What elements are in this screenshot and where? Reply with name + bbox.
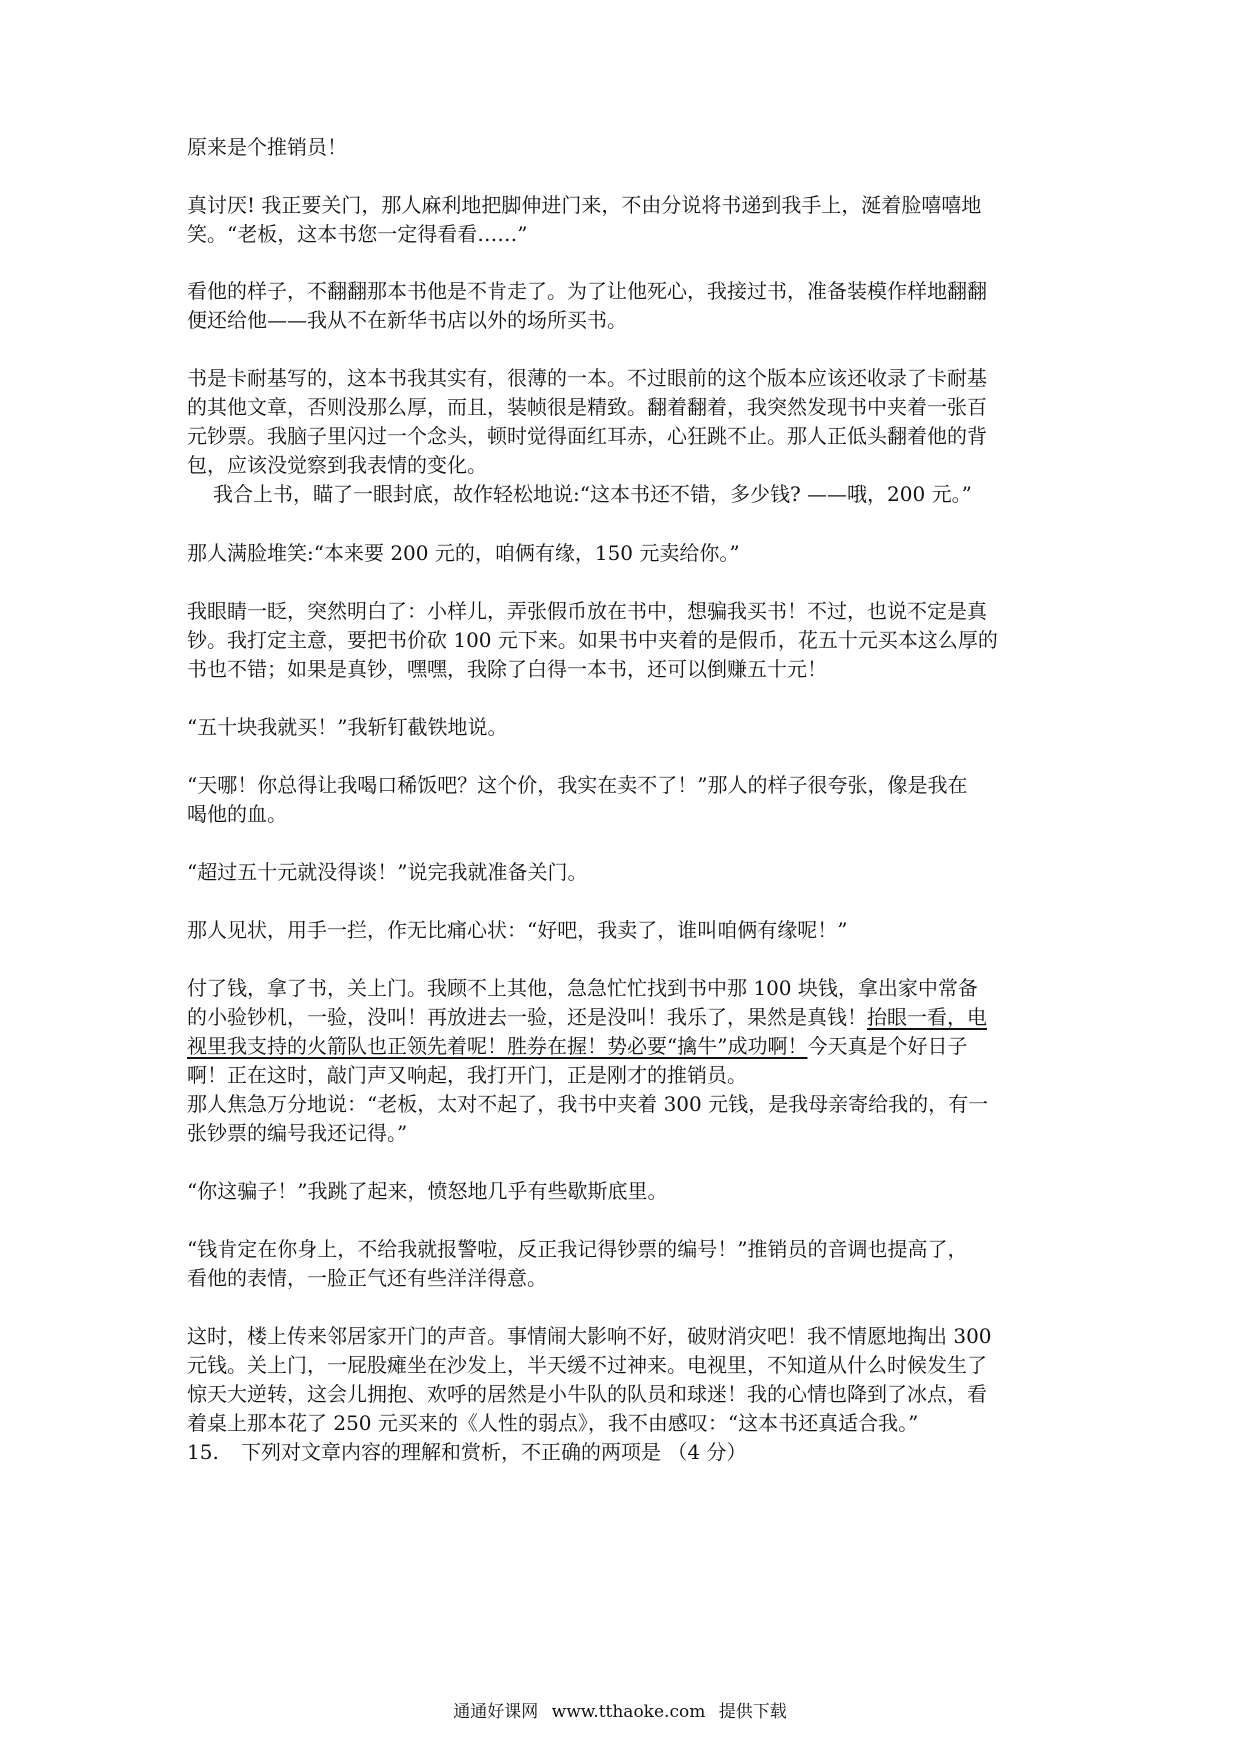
text-line: 那人满脸堆笑:“本来要 200 元的，咱俩有缘，150 元卖给你。” <box>187 541 740 565</box>
question-text: 下列对文章内容的理解和赏析，不正确的两项是 （4 分） <box>241 1440 747 1464</box>
text-line: 的其他文章，否则没那么厚，而且，装帧很是精致。翻着翻着，我突然发现书中夹着一张百 <box>187 395 987 419</box>
text-line: 钞。我打定主意，要把书价砍 100 元下来。如果书中夹着的是假币，花五十元买本这么厚的 <box>187 628 998 652</box>
text-line: 书也不错；如果是真钞，嘿嘿，我除了白得一本书，还可以倒赚五十元！ <box>187 657 827 681</box>
paragraph-15 <box>187 1235 1057 1293</box>
text-line: 书是卡耐基写的，这本书我其实有，很薄的一本。不过眼前的这个版本应该还收录了卡耐基 <box>187 366 987 390</box>
paragraph-8 <box>187 713 1057 742</box>
text-line: 付了钱，拿了书，关上门。我顾不上其他，急急忙忙找到书中那 100 块钱，拿出家中常备 <box>187 976 978 1000</box>
paragraph-3 <box>187 277 1057 335</box>
text-line: “你这骗子！”我跳了起来，愤怒地几乎有些歇斯底里。 <box>187 1179 668 1203</box>
text-line: 我眼睛一眨，突然明白了：小样儿，弄张假币放在书中，想骗我买书！不过，也说不定是真 <box>187 599 987 623</box>
page-footer <box>0 1701 1240 1723</box>
paragraph-14 <box>187 1177 1057 1206</box>
text-line: “五十块我就买！”我斩钉截铁地说。 <box>187 715 508 739</box>
text-line: “超过五十元就没得谈！”说完我就准备关门。 <box>187 860 588 884</box>
paragraph-10 <box>187 858 1057 887</box>
text-line: 那人见状，用手一拦，作无比痛心状：“好吧，我卖了，谁叫咱俩有缘呢！” <box>187 918 848 942</box>
paragraph-6 <box>187 539 1057 568</box>
text-line: 那人焦急万分地说：“老板，太对不起了，我书中夹着 300 元钱，是我母亲寄给我的，有一 <box>187 1092 989 1116</box>
footer-suffix: 提供下载 <box>718 1702 787 1722</box>
text-line: 喝他的血。 <box>187 802 287 826</box>
paragraph-4 <box>187 364 1057 480</box>
text-line: 元钱。关上门，一屁股瘫坐在沙发上，半天缓不过神来。电视里，不知道从什么时候发生了 <box>187 1353 987 1377</box>
question-number: 15. <box>187 1440 219 1464</box>
text-line: 这时，楼上传来邻居家开门的声音。事情闹大影响不好，破财消灾吧！我不情愿地掏出 300 <box>187 1324 992 1348</box>
text-line: 原来是个推销员！ <box>187 135 347 159</box>
underlined-text: 视里我支持的火箭队也正领先着呢！胜券在握！势必要“擒牛”成功啊！ <box>187 1034 808 1058</box>
paragraph-11 <box>187 916 1057 945</box>
paragraph-5 <box>187 480 1057 509</box>
text-line: 真讨厌! 我正要关门，那人麻利地把脚伸进门来，不由分说将书递到我手上，涎着脸嘻嘻地 <box>187 193 982 217</box>
paragraph-16 <box>187 1322 1057 1438</box>
paragraph-7 <box>187 597 1057 684</box>
text-line: 元钞票。我脑子里闪过一个念头，顿时觉得面红耳赤，心狂跳不止。那人正低头翻着他的背 <box>187 424 987 448</box>
paragraph-1 <box>187 133 1057 162</box>
text-line: 张钞票的编号我还记得。” <box>187 1121 408 1145</box>
text-line: 惊天大逆转，这会儿拥抱、欢呼的居然是小牛队的队员和球迷！我的心情也降到了冰点，看 <box>187 1382 987 1406</box>
text-line: 包，应该没觉察到我表情的变化。 <box>187 453 487 477</box>
text-segment: 的小验钞机，一验，没叫！再放进去一验，还是没叫！我乐了，果然是真钱！ <box>187 1005 867 1029</box>
text-line: “天哪！你总得让我喝口稀饭吧？这个价，我实在卖不了！”那人的样子很夸张，像是我在 <box>187 773 968 797</box>
text-line: 啊！正在这时，敲门声又响起，我打开门，正是刚才的推销员。 <box>187 1063 747 1087</box>
text-line: 看他的表情，一脸正气还有些洋洋得意。 <box>187 1266 547 1290</box>
footer-site-name: 通通好课网 <box>453 1702 539 1722</box>
text-line <box>187 1032 1057 1061</box>
text-line: 看他的样子，不翻翻那本书他是不肯走了。为了让他死心，我接过书，准备装模作样地翻翻 <box>187 279 987 303</box>
text-line <box>187 1003 1057 1032</box>
paragraph-12 <box>187 974 1057 1090</box>
question-line <box>187 1438 1057 1467</box>
footer-url: www.tthaoke.com <box>551 1702 706 1722</box>
text-segment: 今天真是个好日子 <box>807 1034 968 1058</box>
question-15 <box>187 1438 1057 1467</box>
text-line: 笑。“老板，这本书您一定得看看……” <box>187 222 528 246</box>
paragraph-13 <box>187 1090 1057 1148</box>
text-line: 我合上书，瞄了一眼封底，故作轻松地说:“这本书还不错，多少钱? ——哦，200 元。” <box>213 482 972 506</box>
text-line: 便还给他——我从不在新华书店以外的场所买书。 <box>187 308 627 332</box>
underlined-text: 抬眼一看，电 <box>867 1005 987 1029</box>
paragraph-2 <box>187 191 1057 249</box>
text-line: “钱肯定在你身上，不给我就报警啦，反正我记得钞票的编号！”推销员的音调也提高了， <box>187 1237 968 1261</box>
text-line: 着桌上那本花了 250 元买来的《人性的弱点》，我不由感叹：“这本书还真适合我。” <box>187 1411 919 1435</box>
paragraph-9 <box>187 771 1057 829</box>
